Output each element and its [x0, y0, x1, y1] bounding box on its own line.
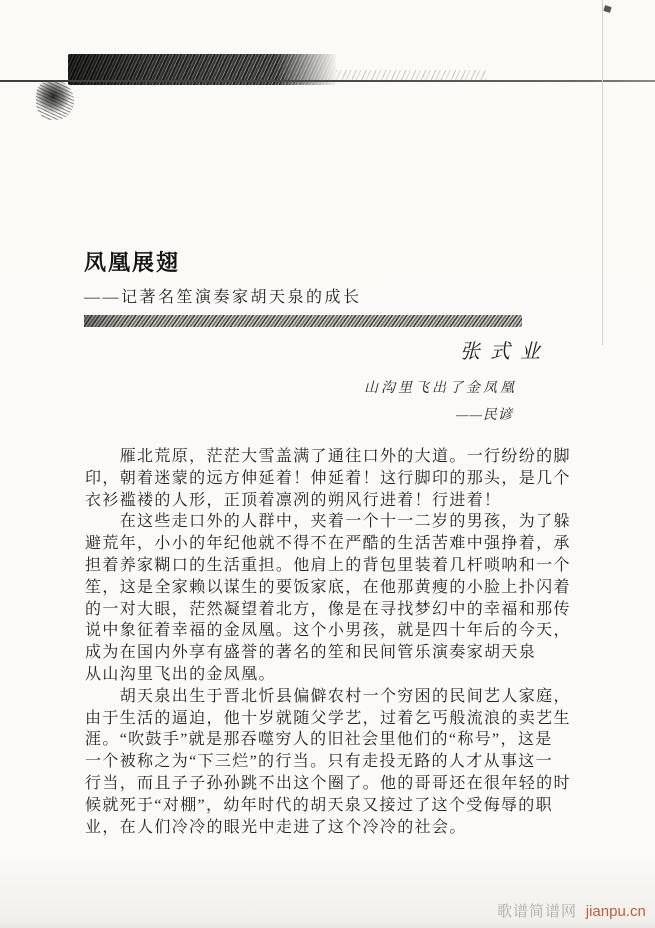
body-line: 在这些走口外的人群中，夹着一个十一二岁的男孩，为了躲	[85, 513, 571, 531]
body-line: 由于生活的逼迫，他十岁就随父学艺，过着乞丐般流浪的卖艺生	[85, 709, 571, 727]
title-divider	[84, 315, 522, 327]
body-line: 从山沟里飞出的金凤凰。	[85, 665, 276, 683]
article-body	[85, 446, 605, 838]
body-line: 说中象征着幸福的金凤凰。这个小男孩，就是四十年后的今天，	[85, 622, 571, 640]
article-title: 凤凰展翅	[84, 250, 181, 275]
epigraph-attribution: ——民谚	[456, 408, 513, 423]
body-line: 避荒年，小小的年纪他就不得不在严酷的生活苦难中强挣着，承	[85, 535, 571, 553]
body-line: 印，朝着迷蒙的远方伸延着！伸延着！这行脚印的那头，是几个	[85, 469, 571, 487]
article-subtitle: ——记著名笙演奏家胡天泉的成长	[84, 289, 362, 306]
epigraph-text: 山沟里飞出了金凤凰	[364, 381, 517, 396]
body-line: 涯。“吹鼓手”就是那吞噬穷人的旧社会里他们的“称号”，这是	[85, 731, 553, 749]
scan-artifact-speck	[603, 5, 612, 13]
watermark-site-url: jianpu.cn	[585, 903, 646, 920]
body-line: 一个被称之为“下三烂”的行当。只有走投无路的人才从事这一	[85, 753, 554, 771]
body-line: 担着养家糊口的生活重担。他肩上的背包里装着几杆唢呐和一个	[85, 556, 571, 574]
header-rule	[0, 80, 655, 82]
body-line: 衣衫褴褛的人形，正顶着凛冽的朔风行进着！行进着！	[85, 491, 502, 509]
body-line: 雁北荒原，茫茫大雪盖满了通往口外的大道。一行纷纷的脚	[85, 448, 571, 465]
body-line: 候就死于“对棚”，幼年时代的胡天泉又接过了这个受侮辱的职	[85, 796, 554, 814]
watermark	[497, 900, 646, 921]
body-line: 笙，这是全家赖以谋生的要饭家底，在他那黄瘦的小脸上扑闪着	[85, 578, 571, 596]
author-name: 张式业	[460, 341, 550, 363]
watermark-site-name: 歌谱简谱网	[497, 903, 578, 920]
body-line: 业，在人们冷冷的眼光中走进了这个冷冷的社会。	[85, 818, 467, 836]
scan-artifact-vertical-line	[602, 0, 603, 345]
body-line: 的一对大眼，茫然凝望着北方，像是在寻找梦幻中的幸福和那传	[85, 600, 571, 618]
body-line: 成为在国内外享有盛誉的著名的笙和民间管乐演奏家胡天泉	[85, 644, 537, 662]
scan-artifact-ink-blob	[36, 80, 74, 120]
body-line: 胡天泉出生于晋北忻县偏僻农村一个穷困的民间艺人家庭，	[85, 687, 571, 705]
body-line: 行当，而且子子孙孙跳不出这个圈了。他的哥哥还在很年轻的时	[85, 774, 571, 792]
